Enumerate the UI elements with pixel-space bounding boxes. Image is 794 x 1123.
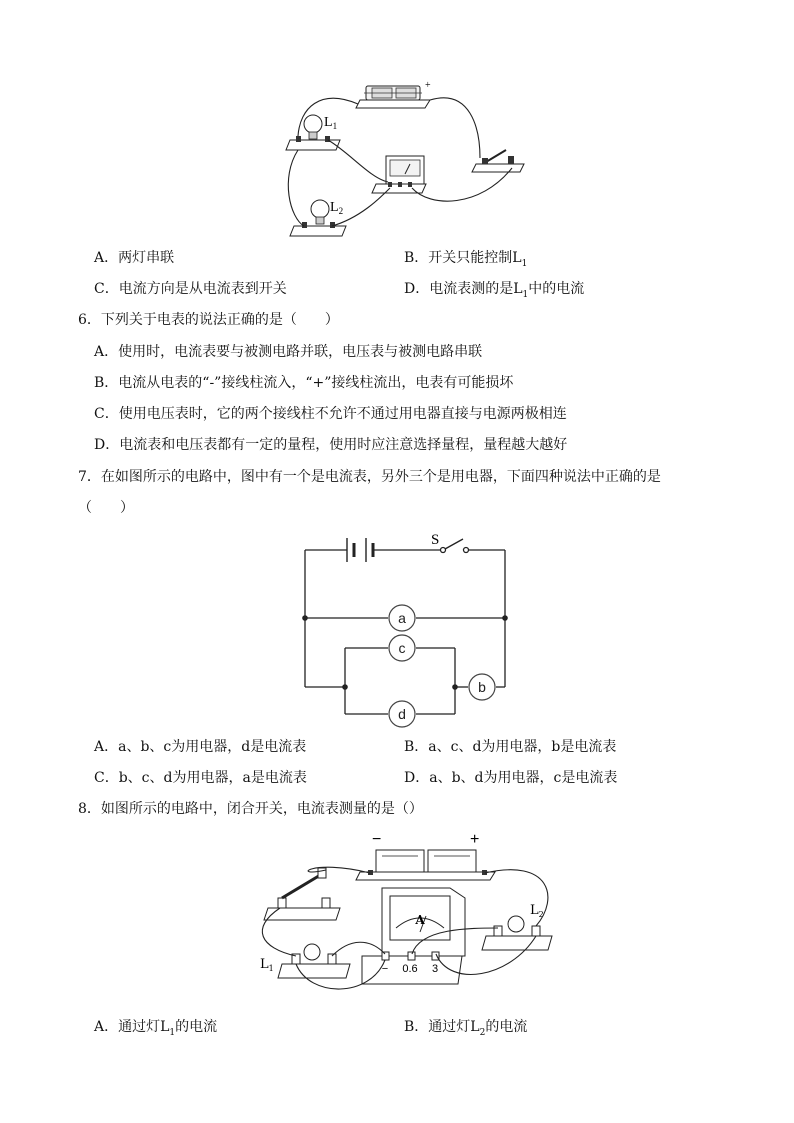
lamp-l2-label: $L_2$ bbox=[530, 903, 544, 919]
q7-option-a: A．a、b、c为用电器，d是电流表 bbox=[94, 739, 307, 755]
q6-stem: 6．下列关于电表的说法正确的是（ ） bbox=[78, 312, 339, 328]
terminal-minus-label: − bbox=[381, 963, 389, 975]
lamp-l2-label: $L_2$ bbox=[330, 200, 344, 216]
terminal-06-label: 0.6 bbox=[402, 963, 418, 975]
q8-stem: 8．如图所示的电路中，闭合开关，电流表测量的是（） bbox=[78, 801, 423, 817]
battery-minus-label: − bbox=[372, 831, 382, 848]
q8-circuit-figure bbox=[250, 828, 570, 998]
q6-option-a: A．使用时，电流表要与被测电路并联，电压表与被测电路串联 bbox=[94, 344, 483, 360]
lamp-l2-icon bbox=[482, 916, 552, 950]
lamp-l1-label: $L_1$ bbox=[260, 957, 274, 973]
switch-label: S bbox=[431, 532, 440, 548]
battery-icon bbox=[347, 538, 373, 562]
q5-option-c: C．电流方向是从电流表到开关 bbox=[94, 281, 287, 297]
q5-option-d: D．电流表测的是$L_1$中的电流 bbox=[404, 281, 585, 300]
q6-option-c: C．使用电压表时，它的两个接线柱不允许不通过用电器直接与电源两极相连 bbox=[94, 406, 567, 422]
switch-icon bbox=[264, 868, 340, 920]
q8-option-a: A．通过灯$L_1$的电流 bbox=[94, 1019, 218, 1038]
q6-option-d: D．电流表和电压表都有一定的量程，使用时应注意选择量程，量程越大越好 bbox=[94, 437, 568, 453]
element-c-label: c bbox=[398, 640, 406, 656]
q6-option-b: B．电流从电表的“-”接线柱流入，“+”接线柱流出，电表有可能损坏 bbox=[94, 375, 514, 391]
q8-option-b: B．通过灯$L_2$的电流 bbox=[404, 1019, 528, 1038]
q7-option-c: C．b、c、d为用电器，a是电流表 bbox=[94, 770, 307, 786]
lamp-l1-label: $L_1$ bbox=[324, 115, 338, 131]
battery-icon bbox=[356, 86, 430, 108]
battery-icon bbox=[356, 850, 495, 880]
element-b-label: b bbox=[478, 679, 486, 695]
ammeter-label: A bbox=[415, 913, 425, 927]
terminal-3-label: 3 bbox=[431, 963, 439, 975]
q7-option-b: B．a、c、d为用电器，b是电流表 bbox=[404, 739, 617, 755]
q7-option-d: D．a、b、d为用电器，c是电流表 bbox=[404, 770, 618, 786]
q7-circuit-diagram bbox=[300, 530, 520, 720]
q5-circuit-figure bbox=[280, 78, 530, 243]
battery-plus-label: + bbox=[470, 831, 480, 848]
lamp-l1-icon bbox=[278, 944, 350, 978]
q5-option-b: B．开关只能控制$L_1$ bbox=[404, 250, 528, 269]
battery-plus-label: + bbox=[425, 80, 431, 91]
switch-icon bbox=[441, 539, 469, 553]
q7-stem-line1: 7．在如图所示的电路中，图中有一个是电流表，另外三个是用电器，下面四种说法中正确的是 bbox=[78, 469, 661, 485]
element-a-label: a bbox=[398, 610, 406, 626]
q7-stem-line2: （ ） bbox=[78, 500, 134, 516]
element-d-label: d bbox=[398, 706, 406, 722]
ammeter-icon bbox=[372, 156, 426, 193]
q5-option-a: A．两灯串联 bbox=[94, 250, 175, 266]
